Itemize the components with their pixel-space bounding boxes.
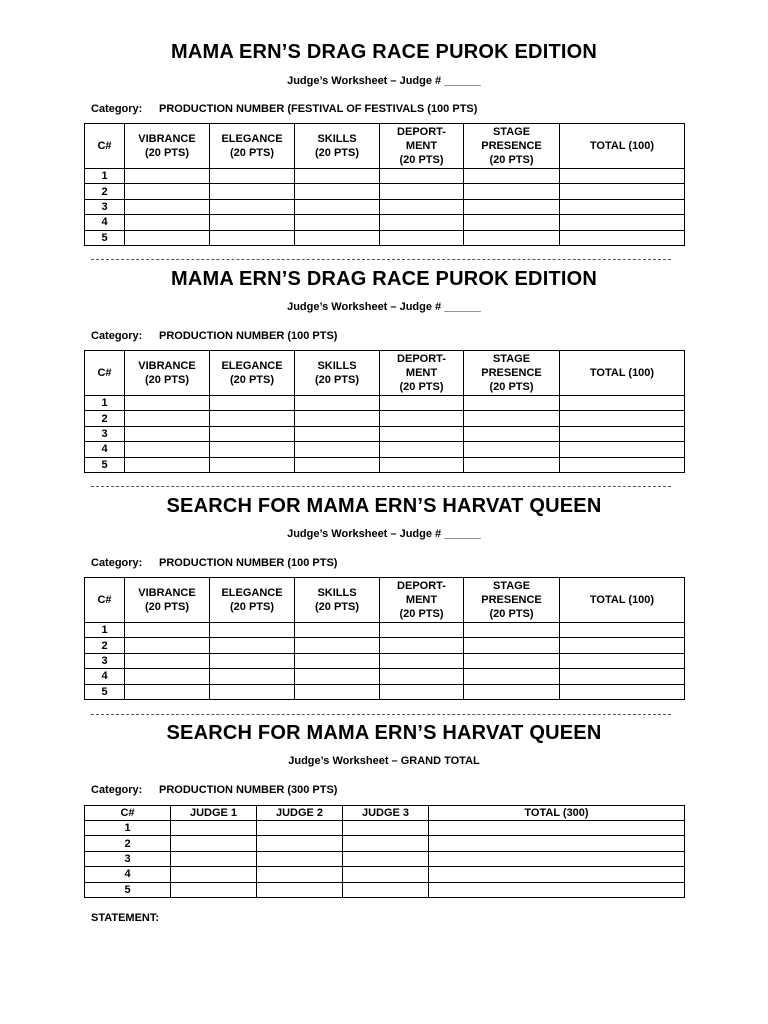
total-cell[interactable]: [560, 230, 685, 245]
score-cell[interactable]: [295, 199, 380, 214]
total-cell[interactable]: [429, 882, 685, 897]
category-label: Category:: [91, 103, 143, 115]
score-cell[interactable]: [380, 169, 464, 184]
contestant-number: 2: [85, 836, 171, 851]
score-cell[interactable]: [295, 230, 380, 245]
score-cell[interactable]: [295, 684, 380, 699]
contestant-number: 4: [85, 215, 125, 230]
score-cell[interactable]: [257, 821, 343, 836]
category-label: Category:: [91, 557, 143, 569]
total-cell[interactable]: [429, 821, 685, 836]
score-table: [84, 350, 685, 473]
header-total: TOTAL (100): [560, 124, 685, 169]
section-title: SEARCH FOR MAMA ERN’S HARVAT QUEEN: [166, 495, 602, 517]
section-title: SEARCH FOR MAMA ERN’S HARVAT QUEEN: [166, 722, 602, 744]
header-deportment: DEPORT- MENT (20 PTS): [380, 124, 464, 169]
score-cell[interactable]: [295, 169, 380, 184]
score-cell[interactable]: [125, 669, 210, 684]
header-deportment: DEPORT- MENT (20 PTS): [380, 578, 464, 623]
table-row: [85, 457, 685, 472]
score-cell[interactable]: [295, 426, 380, 441]
total-cell[interactable]: [560, 638, 685, 653]
header-elegance: ELEGANCE (20 PTS): [210, 578, 295, 623]
table-row: [85, 851, 685, 866]
total-cell[interactable]: [560, 669, 685, 684]
table-row: [85, 411, 685, 426]
score-cell[interactable]: [380, 638, 464, 653]
score-cell[interactable]: [257, 836, 343, 851]
section-title: MAMA ERN’S DRAG RACE PUROK EDITION: [170, 41, 598, 63]
score-cell[interactable]: [343, 821, 429, 836]
table-header-row: [85, 806, 685, 821]
cut-line-divider: [91, 259, 671, 260]
contestant-number: 3: [85, 199, 125, 214]
header-cnum: C#: [85, 578, 125, 623]
score-cell[interactable]: [295, 396, 380, 411]
score-cell[interactable]: [295, 669, 380, 684]
contestant-number: 4: [85, 442, 125, 457]
table-header-row: [85, 124, 685, 169]
total-cell[interactable]: [560, 653, 685, 668]
score-cell[interactable]: [125, 169, 210, 184]
score-cell[interactable]: [464, 411, 560, 426]
total-cell[interactable]: [560, 169, 685, 184]
score-cell[interactable]: [210, 442, 295, 457]
score-cell[interactable]: [380, 426, 464, 441]
header-cnum: C#: [85, 124, 125, 169]
header-judge-1: JUDGE 1: [171, 806, 257, 821]
score-cell[interactable]: [380, 653, 464, 668]
score-cell[interactable]: [125, 653, 210, 668]
category-line: [91, 784, 337, 796]
table-row: [85, 396, 685, 411]
score-cell[interactable]: [257, 882, 343, 897]
score-cell[interactable]: [464, 169, 560, 184]
category-value: PRODUCTION NUMBER (300 PTS): [159, 784, 338, 796]
header-total: TOTAL (100): [560, 578, 685, 623]
category-label: Category:: [91, 330, 143, 342]
table-row: [85, 230, 685, 245]
score-cell[interactable]: [171, 882, 257, 897]
score-cell[interactable]: [464, 638, 560, 653]
score-cell[interactable]: [171, 867, 257, 882]
table-row: [85, 638, 685, 653]
score-cell[interactable]: [295, 623, 380, 638]
total-cell[interactable]: [560, 426, 685, 441]
table-row: [85, 199, 685, 214]
score-cell[interactable]: [464, 230, 560, 245]
grand-total-table: [84, 805, 685, 898]
score-cell[interactable]: [380, 669, 464, 684]
total-cell[interactable]: [560, 396, 685, 411]
score-cell[interactable]: [464, 623, 560, 638]
category-value: PRODUCTION NUMBER (FESTIVAL OF FESTIVALS (100 PTS): [159, 103, 478, 115]
score-cell[interactable]: [380, 396, 464, 411]
score-cell[interactable]: [257, 867, 343, 882]
score-cell[interactable]: [210, 184, 295, 199]
table-header-row: [85, 351, 685, 396]
total-cell[interactable]: [560, 442, 685, 457]
header-total: TOTAL (300): [429, 806, 685, 821]
category-label: Category:: [91, 784, 143, 796]
score-cell[interactable]: [210, 623, 295, 638]
score-cell[interactable]: [295, 215, 380, 230]
score-cell[interactable]: [380, 457, 464, 472]
score-cell[interactable]: [464, 215, 560, 230]
score-cell[interactable]: [380, 684, 464, 699]
score-cell[interactable]: [343, 882, 429, 897]
score-cell[interactable]: [464, 442, 560, 457]
section-subtitle: Judge’s Worksheet – Judge # ______: [287, 75, 481, 87]
section-title: MAMA ERN’S DRAG RACE PUROK EDITION: [170, 268, 598, 290]
total-cell[interactable]: [560, 199, 685, 214]
contestant-number: 5: [85, 882, 171, 897]
category-line: [91, 557, 337, 569]
contestant-number: 2: [85, 638, 125, 653]
table-row: [85, 836, 685, 851]
score-cell[interactable]: [125, 442, 210, 457]
total-cell[interactable]: [560, 215, 685, 230]
header-skills: SKILLS (20 PTS): [295, 124, 380, 169]
contestant-number: 3: [85, 426, 125, 441]
total-cell[interactable]: [429, 867, 685, 882]
score-cell[interactable]: [210, 199, 295, 214]
score-cell[interactable]: [125, 457, 210, 472]
score-cell[interactable]: [125, 396, 210, 411]
contestant-number: 2: [85, 184, 125, 199]
score-cell[interactable]: [210, 638, 295, 653]
table-row: [85, 867, 685, 882]
contestant-number: 4: [85, 669, 125, 684]
contestant-number: 1: [85, 396, 125, 411]
score-cell[interactable]: [295, 442, 380, 457]
header-skills: SKILLS (20 PTS): [295, 351, 380, 396]
score-cell[interactable]: [295, 638, 380, 653]
score-cell[interactable]: [210, 653, 295, 668]
table-row: [85, 442, 685, 457]
score-cell[interactable]: [380, 199, 464, 214]
score-cell[interactable]: [343, 836, 429, 851]
score-cell[interactable]: [464, 457, 560, 472]
statement-label: STATEMENT:: [91, 912, 160, 924]
score-cell[interactable]: [210, 230, 295, 245]
section-subtitle: Judge’s Worksheet – GRAND TOTAL: [288, 755, 480, 767]
score-cell[interactable]: [464, 684, 560, 699]
table-row: [85, 215, 685, 230]
total-cell[interactable]: [429, 836, 685, 851]
contestant-number: 1: [85, 623, 125, 638]
table-row: [85, 882, 685, 897]
table-row: [85, 684, 685, 699]
score-table: [84, 577, 685, 700]
cut-line-divider: [91, 486, 671, 487]
contestant-number: 4: [85, 867, 171, 882]
score-cell[interactable]: [343, 851, 429, 866]
contestant-number: 1: [85, 821, 171, 836]
category-line: [91, 330, 337, 342]
contestant-number: 5: [85, 457, 125, 472]
score-cell[interactable]: [210, 684, 295, 699]
score-cell[interactable]: [210, 426, 295, 441]
table-row: [85, 821, 685, 836]
header-elegance: ELEGANCE (20 PTS): [210, 351, 295, 396]
score-cell[interactable]: [380, 442, 464, 457]
table-row: [85, 623, 685, 638]
total-cell[interactable]: [560, 184, 685, 199]
section-subtitle: Judge’s Worksheet – Judge # ______: [287, 528, 481, 540]
score-cell[interactable]: [125, 230, 210, 245]
score-cell[interactable]: [210, 457, 295, 472]
score-cell[interactable]: [295, 457, 380, 472]
score-cell[interactable]: [125, 411, 210, 426]
header-skills: SKILLS (20 PTS): [295, 578, 380, 623]
contestant-number: 1: [85, 169, 125, 184]
contestant-number: 2: [85, 411, 125, 426]
category-value: PRODUCTION NUMBER (100 PTS): [159, 330, 338, 342]
header-vibrance: VIBRANCE (20 PTS): [125, 124, 210, 169]
table-row: [85, 426, 685, 441]
total-cell[interactable]: [560, 411, 685, 426]
header-deportment: DEPORT- MENT (20 PTS): [380, 351, 464, 396]
score-cell[interactable]: [125, 684, 210, 699]
score-cell[interactable]: [210, 669, 295, 684]
header-vibrance: VIBRANCE (20 PTS): [125, 578, 210, 623]
score-cell[interactable]: [125, 184, 210, 199]
score-cell[interactable]: [380, 623, 464, 638]
score-cell[interactable]: [380, 184, 464, 199]
score-cell[interactable]: [380, 411, 464, 426]
score-cell[interactable]: [210, 411, 295, 426]
total-cell[interactable]: [429, 851, 685, 866]
header-cnum: C#: [85, 351, 125, 396]
score-cell[interactable]: [464, 653, 560, 668]
score-cell[interactable]: [125, 426, 210, 441]
contestant-number: 3: [85, 653, 125, 668]
header-judge-3: JUDGE 3: [343, 806, 429, 821]
cut-line-divider: [91, 714, 671, 715]
score-cell[interactable]: [464, 396, 560, 411]
score-cell[interactable]: [171, 821, 257, 836]
table-row: [85, 169, 685, 184]
score-cell[interactable]: [343, 867, 429, 882]
header-vibrance: VIBRANCE (20 PTS): [125, 351, 210, 396]
score-cell[interactable]: [464, 199, 560, 214]
header-stage-presence: STAGE PRESENCE (20 PTS): [464, 124, 560, 169]
table-row: [85, 669, 685, 684]
score-cell[interactable]: [295, 411, 380, 426]
score-cell[interactable]: [464, 184, 560, 199]
header-cnum: C#: [85, 806, 171, 821]
header-total: TOTAL (100): [560, 351, 685, 396]
total-cell[interactable]: [560, 684, 685, 699]
contestant-number: 3: [85, 851, 171, 866]
score-table: [84, 123, 685, 246]
header-stage-presence: STAGE PRESENCE (20 PTS): [464, 578, 560, 623]
score-cell[interactable]: [125, 199, 210, 214]
score-cell[interactable]: [380, 215, 464, 230]
contestant-number: 5: [85, 684, 125, 699]
score-cell[interactable]: [125, 215, 210, 230]
score-cell[interactable]: [380, 230, 464, 245]
score-cell[interactable]: [125, 638, 210, 653]
score-cell[interactable]: [210, 215, 295, 230]
header-stage-presence: STAGE PRESENCE (20 PTS): [464, 351, 560, 396]
table-row: [85, 184, 685, 199]
score-cell[interactable]: [464, 669, 560, 684]
score-cell[interactable]: [295, 184, 380, 199]
score-cell[interactable]: [171, 851, 257, 866]
section-subtitle: Judge’s Worksheet – Judge # ______: [287, 301, 481, 313]
table-header-row: [85, 578, 685, 623]
table-row: [85, 653, 685, 668]
contestant-number: 5: [85, 230, 125, 245]
score-cell[interactable]: [257, 851, 343, 866]
total-cell[interactable]: [560, 623, 685, 638]
score-cell[interactable]: [210, 396, 295, 411]
score-cell[interactable]: [125, 623, 210, 638]
score-cell[interactable]: [210, 169, 295, 184]
total-cell[interactable]: [560, 457, 685, 472]
header-judge-2: JUDGE 2: [257, 806, 343, 821]
score-cell[interactable]: [295, 653, 380, 668]
category-line: [91, 103, 477, 115]
header-elegance: ELEGANCE (20 PTS): [210, 124, 295, 169]
score-cell[interactable]: [464, 426, 560, 441]
score-cell[interactable]: [171, 836, 257, 851]
category-value: PRODUCTION NUMBER (100 PTS): [159, 557, 338, 569]
